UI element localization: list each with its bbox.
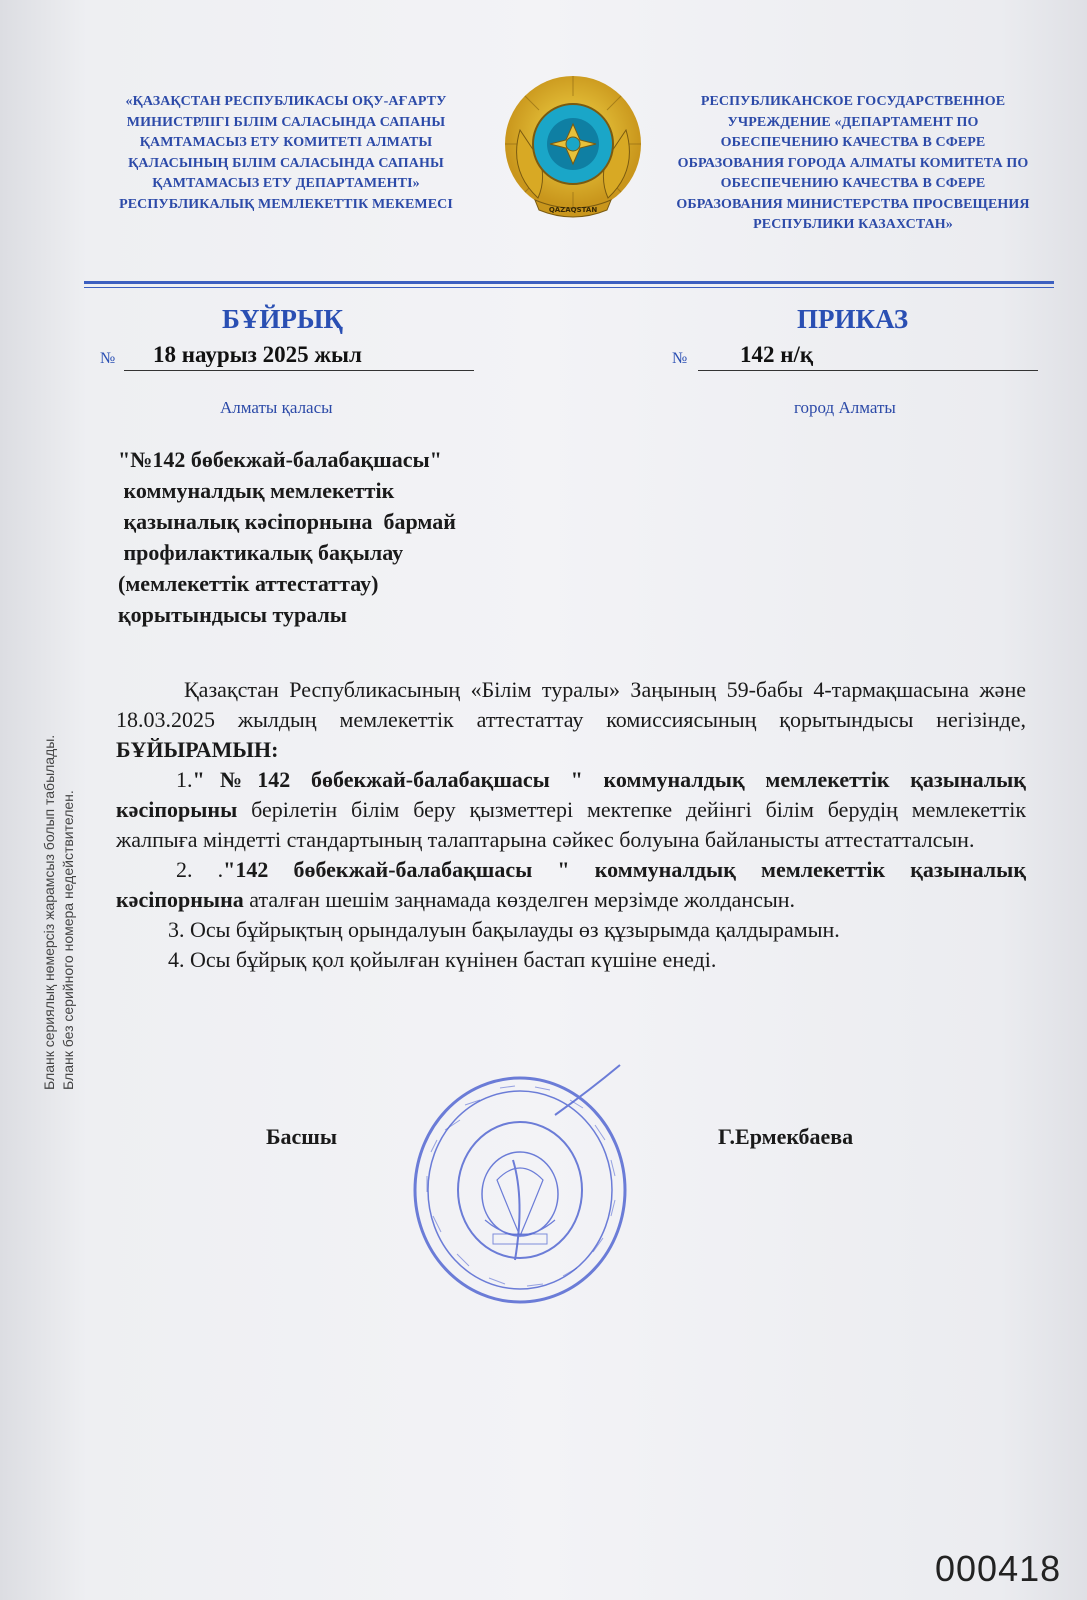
item-2-bold: "142 бөбекжай-балабақшасы " коммуналдық мемлекеттік қазыналық кәсіпорнына — [116, 857, 1026, 912]
item-1-text: берілетін білім беру қызметтері мектепке дейінгі білім берудің мемлекеттік жалпыға міндетті стандартының талаптарына сәйкес болуына байланысты аттестатталсын. — [116, 797, 1027, 852]
intro-paragraph — [116, 675, 1026, 765]
order-body — [116, 675, 1026, 975]
item-2-prefix: 2. . — [176, 857, 224, 882]
item-2 — [116, 855, 1026, 915]
state-emblem-icon — [500, 70, 646, 226]
header-ru-line: РЕСПУБЛИКИ КАЗАХСТАН» — [753, 217, 953, 232]
item-1-bold: "№142 бөбекжай-балабақшасы " коммуналдық мемлекеттік қазыналық кәсіпорыны — [116, 767, 1026, 822]
header-divider-thin — [84, 287, 1054, 288]
emblem-text: QAZAQSTAN — [548, 206, 598, 214]
serial-number: 000418 — [935, 1548, 1062, 1589]
header-ru-line: УЧРЕЖДЕНИЕ «ДЕПАРТАМЕНТ ПО — [727, 114, 979, 130]
title-kazakh: БҰЙРЫҚ — [222, 304, 343, 334]
order-subject — [118, 444, 578, 630]
subject-line: қазыналық кәсіпорнына бармай — [118, 509, 456, 534]
header-kz-line: ҚАМТАМАСЫЗ ЕТУ ДЕПАРТАМЕНТІ» — [152, 176, 420, 191]
intro-text: Қазақстан Республикасының «Білім туралы» Заңының 59-бабы 4-тармақшасына және 18.03.2025 жылдың мемлекеттік аттестаттау комиссиясының қорытындысы негізінде, — [116, 677, 1026, 732]
order-date: 18 наурыз 2025 жыл — [153, 342, 362, 367]
intro-bold: БҰЙЫРАМЫН: — [116, 737, 279, 762]
header-kz-line: «ҚАЗАҚСТАН РЕСПУБЛИКАСЫ ОҚУ-АҒАРТУ — [125, 94, 447, 109]
subject-line: қорытындысы туралы — [118, 602, 347, 627]
city-kazakh: Алматы қаласы — [220, 398, 333, 417]
header-ru-line: РЕСПУБЛИКАНСКОЕ ГОСУДАРСТВЕННОЕ — [700, 94, 1006, 109]
serial-notice-kz: Бланк сериялық нөмерсіз жарамсыз болып табылады. — [41, 734, 57, 1090]
item-1-prefix: 1. — [176, 767, 193, 792]
number-sign-ru: № — [672, 350, 688, 367]
number-sign-kz: № — [100, 350, 116, 367]
signature-role: Басшы — [266, 1124, 338, 1149]
header-kz-line: МИНИСТРЛІГІ БІЛІМ САЛАСЫНДА САПАНЫ — [126, 114, 446, 130]
header-ru-line: ОБРАЗОВАНИЯ ГОРОДА АЛМАТЫ КОМИТЕТА ПО — [677, 155, 1029, 171]
item-3: 3. Осы бұйрықтың орындалуын бақылауды өз құзырымда қалдырамын. — [168, 917, 840, 942]
subject-line: профилактикалық бақылау — [118, 540, 404, 565]
header-russian — [648, 92, 1058, 236]
header-ru-line: ОБЕСПЕЧЕНИЮ КАЧЕСТВА В СФЕРЕ — [720, 135, 986, 150]
subject-line: "№142 бөбекжай-балабақшасы" — [118, 447, 442, 472]
number-line-ru — [698, 370, 1038, 371]
number-line-kz — [124, 370, 474, 371]
header-kz-line: ҚАЛАСЫНЫҢ БІЛІМ САЛАСЫНДА САПАНЫ — [128, 155, 444, 171]
signature-name: Г.Ермекбаева — [718, 1124, 854, 1149]
subject-line: коммуналдық мемлекеттік — [118, 478, 395, 503]
city-russian: город Алматы — [794, 398, 896, 417]
header-kz-line: РЕСПУБЛИКАЛЫҚ МЕМЛЕКЕТТІК МЕКЕМЕСІ — [119, 196, 453, 212]
serial-notice — [40, 735, 78, 1090]
official-seal-icon — [405, 1060, 645, 1310]
header-divider — [84, 281, 1054, 284]
header-ru-line: ОБРАЗОВАНИЯ МИНИСТЕРСТВА ПРОСВЕЩЕНИЯ — [676, 196, 1030, 212]
item-1 — [116, 765, 1026, 855]
subject-line: (мемлекеттік аттестаттау) — [118, 571, 379, 596]
order-number: 142 н/қ — [740, 342, 814, 367]
item-4: 4. Осы бұйрық қол қойылған күнінен бастап күшіне енеді. — [168, 947, 717, 972]
header-kazakh — [92, 92, 480, 215]
title-russian: ПРИКАЗ — [797, 304, 909, 334]
item-2-text: аталған шешім заңнамада көзделген мерзімде жолдансын. — [249, 887, 796, 912]
serial-notice-ru: Бланк без серийного номера недействителен. — [60, 790, 76, 1090]
header-kz-line: ҚАМТАМАСЫЗ ЕТУ КОМИТЕТІ АЛМАТЫ — [139, 135, 433, 150]
header-ru-line: ОБЕСПЕЧЕНИЮ КАЧЕСТВА В СФЕРЕ — [720, 176, 986, 191]
